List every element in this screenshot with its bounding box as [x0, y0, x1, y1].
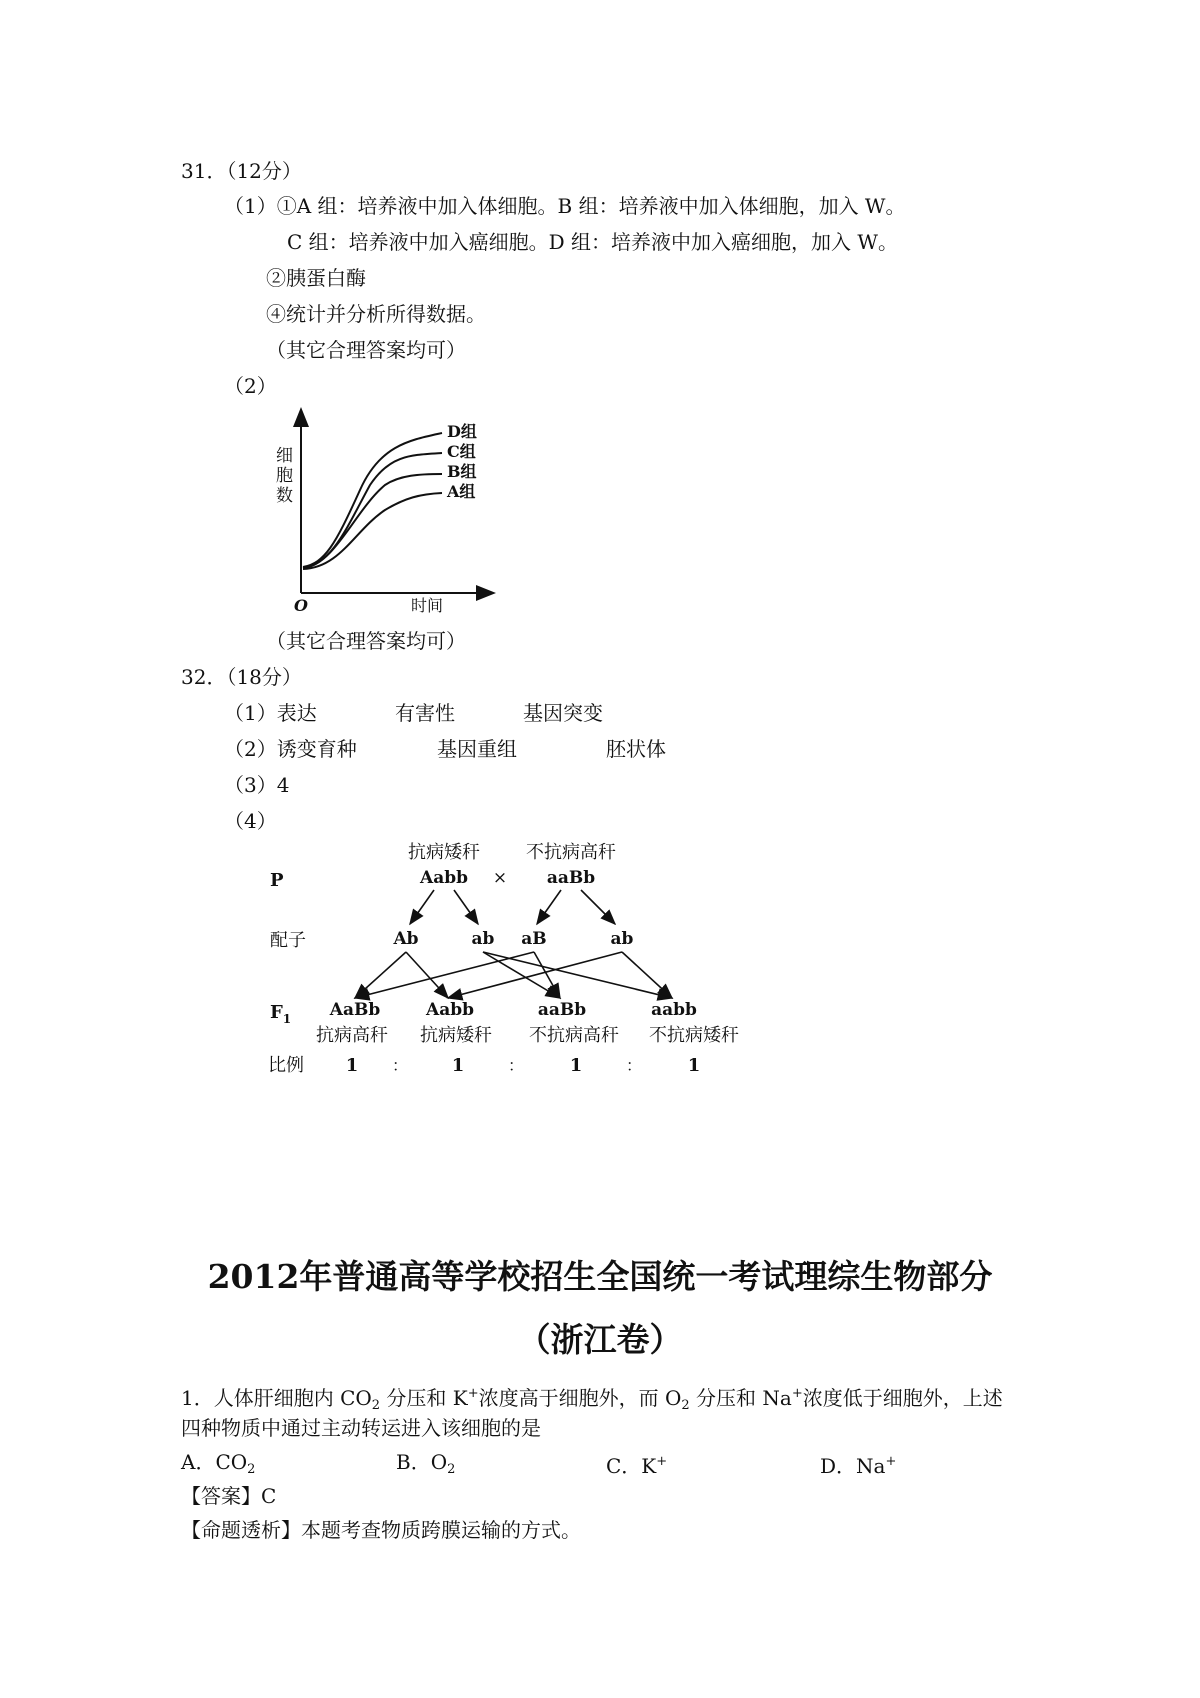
ratio-sep-3: ： — [625, 1056, 643, 1075]
offspring-3-genotype: aaBb — [537, 1000, 587, 1020]
offspring-2-phenotype: 抗病矮秆 — [420, 1025, 492, 1046]
section-subtitle: （浙江卷） — [517, 1320, 683, 1359]
q31-part1-line2: C 组：培养液中加入癌细胞。D 组：培养液中加入癌细胞，加入 W。 — [287, 230, 898, 254]
x-label: 时间 — [411, 596, 444, 615]
curve-c — [303, 453, 442, 568]
q32-part1-a: 有害性 — [395, 701, 455, 725]
curve-a-label: A组 — [447, 482, 476, 501]
ratio-sep-1: ： — [391, 1056, 409, 1075]
parent1-phenotype: 抗病矮秆 — [408, 842, 480, 863]
q1-analysis: 【命题透析】本题考查物质跨膜运输的方式。 — [181, 1518, 581, 1542]
q32-part3: （3）4 — [224, 773, 290, 797]
parent2-phenotype: 不抗病高秆 — [526, 842, 616, 863]
ratio-label: 比例 — [268, 1055, 304, 1076]
ratio-4: 1 — [687, 1055, 701, 1076]
genetic-cross-diagram — [260, 838, 760, 1088]
q31-note2: （其它合理答案均可） — [266, 629, 466, 653]
curve-b-label: B组 — [447, 462, 477, 481]
origin-label: O — [294, 596, 308, 615]
q32-part2-a: 基因重组 — [437, 737, 517, 761]
q32-part1-label: （1）表达 — [224, 701, 317, 725]
gamete-1: Ab — [393, 929, 419, 949]
q32-part2-b: 胚状体 — [606, 737, 666, 761]
gamete-2: ab — [471, 929, 495, 949]
q1-stem-line1: 1．人体肝细胞内 $CO_2$ 分压和 K+浓度高于细胞外，而 $O_2$ 分压和 Na+浓度低于细胞外，上述 — [181, 1386, 1003, 1413]
option-c: C．K+ — [606, 1454, 668, 1478]
offspring-2-genotype: Aabb — [426, 1000, 474, 1020]
q31-header: 31．（12分） — [181, 159, 302, 183]
q32-header: 32．（18分） — [181, 665, 302, 689]
q31-part2-label: （2） — [224, 374, 277, 398]
ratio-sep-2: ： — [507, 1056, 525, 1075]
option-a: A．$CO_2$ — [181, 1450, 256, 1477]
parent1-genotype: Aabb — [420, 868, 468, 888]
f1-label: $F_1$ — [270, 1002, 292, 1026]
curve-c-label: C组 — [447, 442, 476, 461]
q1-answer: 【答案】C — [181, 1484, 277, 1508]
q31-part1-line4: ④统计并分析所得数据。 — [266, 302, 486, 326]
q32-part4-label: （4） — [224, 809, 277, 833]
gamete-4: ab — [610, 929, 634, 949]
curve-d — [303, 433, 442, 567]
ratio-1: 1 — [345, 1055, 359, 1076]
offspring-4-phenotype: 不抗病矮秆 — [649, 1025, 739, 1046]
q31-part1-line3: ②胰蛋白酶 — [266, 266, 366, 290]
parent2-genotype: aaBb — [546, 868, 596, 888]
q32-part2-label: （2）诱变育种 — [224, 737, 357, 761]
y-label-3: 数 — [276, 486, 293, 506]
q31-part1-line1: （1）①A 组：培养液中加入体细胞。B 组：培养液中加入体细胞，加入 W。 — [224, 194, 906, 218]
option-d: D．Na+ — [820, 1454, 897, 1478]
ratio-2: 1 — [451, 1055, 465, 1076]
offspring-4-genotype: aabb — [651, 1000, 697, 1020]
gamete-3: aB — [521, 929, 547, 949]
cell-growth-graph — [270, 405, 500, 615]
ratio-3: 1 — [569, 1055, 583, 1076]
curve-d-label: D组 — [447, 422, 477, 441]
option-b: B．$O_2$ — [396, 1450, 456, 1477]
offspring-1-genotype: AaBb — [329, 1000, 381, 1020]
p-label: P — [270, 870, 284, 891]
q1-stem-line2: 四种物质中通过主动转运进入该细胞的是 — [181, 1416, 541, 1440]
section-title: 2012年普通高等学校招生全国统一考试理综生物部分 — [207, 1257, 993, 1296]
y-label-2: 胞 — [276, 466, 293, 486]
offspring-1-phenotype: 抗病高秆 — [316, 1025, 388, 1046]
gamete-label: 配子 — [270, 930, 306, 951]
q31-note: （其它合理答案均可） — [266, 338, 466, 362]
q32-part1-b: 基因突变 — [523, 701, 603, 725]
y-label-1: 细 — [276, 446, 293, 466]
offspring-3-phenotype: 不抗病高秆 — [529, 1025, 619, 1046]
cross-sign: × — [492, 868, 508, 888]
